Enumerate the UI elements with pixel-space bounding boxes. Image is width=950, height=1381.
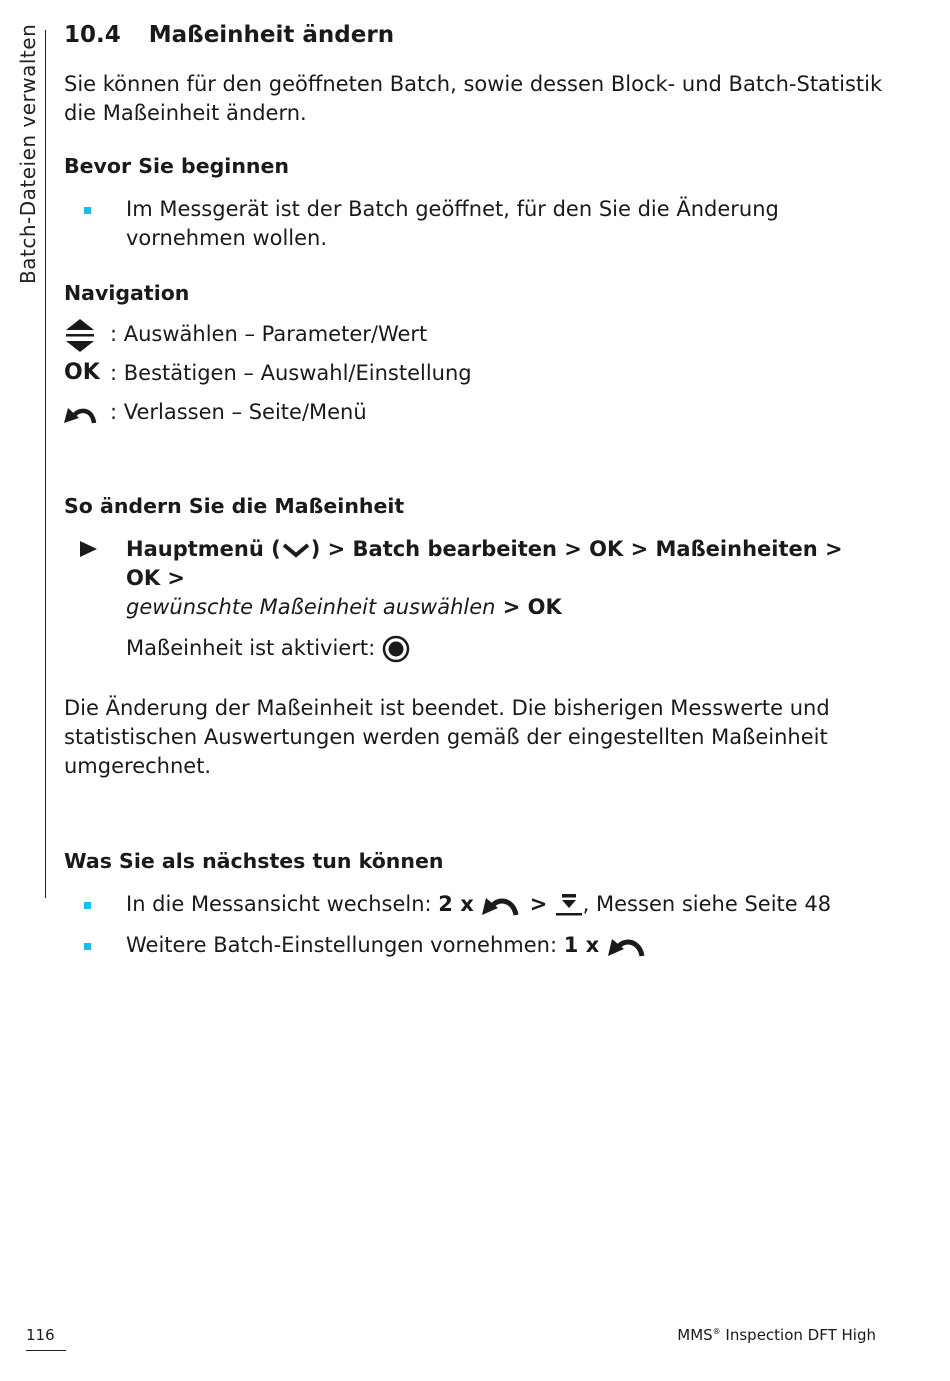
section-title: Maßeinheit ändern: [148, 22, 395, 48]
footer-product-name: Inspection DFT High: [720, 1326, 876, 1344]
next-item2-count: 1 x: [563, 933, 600, 957]
nav-row-confirm: [64, 358, 884, 397]
next-item-measure: [64, 890, 884, 919]
bullet-square-icon: [84, 943, 91, 950]
up-down-arrows-icon: [64, 319, 104, 353]
bullet-square-icon: [84, 902, 91, 909]
nav-confirm-text: : Bestätigen – Auswahl/Einstellung: [110, 361, 472, 385]
section-number: 10.4: [64, 22, 121, 48]
bullet-square-icon: [84, 207, 91, 214]
navigation-heading: Navigation: [64, 281, 190, 305]
before-item: [64, 195, 884, 253]
radio-selected-icon: [382, 635, 410, 663]
intro-paragraph: Sie können für den geöffneten Batch, sowie dessen Block- und Batch-Statistik die Maßeinheit ändern.: [64, 72, 883, 125]
next-heading: Was Sie als nächstes tun können: [64, 849, 444, 873]
next-item1-post: , Messen siehe Seite 48: [582, 892, 832, 916]
page-number: 116: [26, 1326, 55, 1344]
next-item1-separator: >: [522, 892, 555, 916]
nav-row-select: [64, 319, 884, 358]
chevron-down-icon: [281, 541, 311, 559]
footer-rule: [26, 1350, 66, 1351]
registered-mark: ®: [712, 1327, 721, 1336]
howto-step: [64, 535, 884, 663]
before-item-text: Im Messgerät ist der Batch geöffnet, für den Sie die Änderung vornehmen wollen.: [126, 197, 779, 250]
path-part-main-menu: Hauptmenü (: [126, 537, 281, 561]
nav-exit-text: : Verlassen – Seite/Menü: [110, 400, 367, 424]
ok-key-label: OK: [64, 360, 100, 385]
back-arrow-icon: [606, 933, 648, 959]
nav-row-exit: [64, 397, 884, 436]
menu-path: [126, 535, 884, 622]
result-text: Maßeinheit ist aktiviert:: [126, 636, 376, 660]
path-italic-select: gewünschte Maßeinheit auswählen: [126, 595, 496, 619]
back-arrow-icon: [480, 892, 522, 918]
path-part-end: > OK: [495, 595, 562, 619]
next-item-settings: [64, 931, 884, 960]
back-arrow-icon: [64, 397, 104, 431]
measure-view-icon: [555, 892, 583, 918]
conclusion-paragraph: Die Änderung der Maßeinheit ist beendet. Die bisherigen Messwerte und statistischen Auswertungen werden gemäß der eingestellten Maßeinheit umgerechnet.: [64, 696, 830, 778]
footer-product: [677, 1326, 876, 1344]
path-part-rest: ) > Batch bearbeiten > OK > Maßeinheiten > OK >: [126, 537, 843, 590]
footer-brand: MMS: [677, 1326, 713, 1344]
page-content: [64, 22, 884, 960]
before-heading: Bevor Sie beginnen: [64, 154, 290, 178]
next-item1-count: 2 x: [438, 892, 474, 916]
navigation-legend: [64, 319, 884, 436]
next-item2-text: Weitere Batch-Einstellungen vornehmen:: [126, 933, 564, 957]
step-arrow-icon: [80, 541, 97, 557]
howto-heading: So ändern Sie die Maßeinheit: [64, 494, 405, 518]
step-result: [126, 634, 884, 663]
sidebar-rule: [45, 30, 46, 898]
section-heading: [64, 22, 884, 48]
next-item1-text: In die Messansicht wechseln:: [126, 892, 439, 916]
chapter-sidebar-label: Batch-Dateien verwalten: [16, 23, 40, 284]
nav-select-text: : Auswählen – Parameter/Wert: [110, 322, 428, 346]
